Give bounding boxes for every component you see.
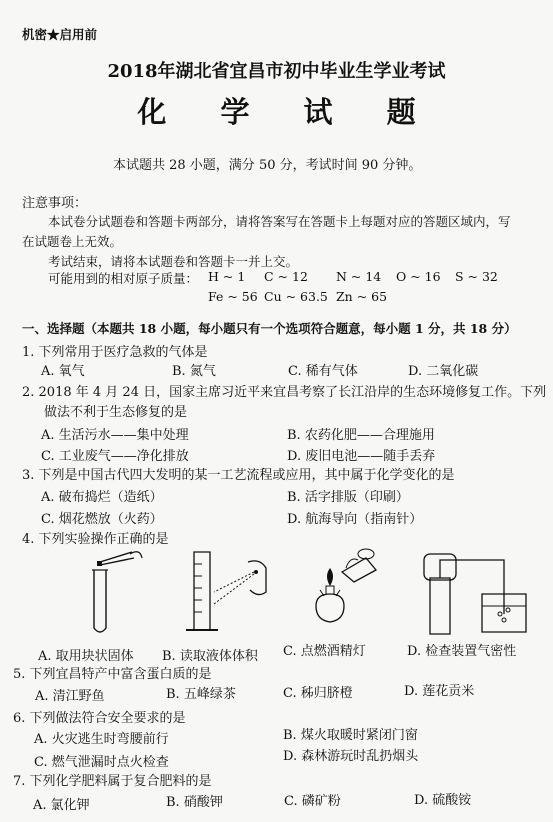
- q5-option-a: A. 清江野鱼: [35, 689, 105, 704]
- mass-h: H ~ 1: [208, 269, 246, 284]
- notes-line-1: 本试卷分试题卷和答题卡两部分，请将答案写在答题卡上每题对应的答题区域内，写: [48, 214, 511, 229]
- q3-option-c: C. 烟花燃放（火药）: [41, 512, 163, 527]
- q2-option-a: A. 生活污水——集中处理: [41, 428, 189, 443]
- q5-stem: 5. 下列宜昌特产中富含蛋白质的是: [13, 667, 212, 682]
- q5-option-c: C. 秭归脐橙: [283, 686, 353, 701]
- exam-summary: 本试题共 28 小题，满分 50 分，考试时间 90 分钟。: [113, 158, 422, 173]
- notes-heading: 注意事项：: [22, 196, 88, 211]
- mass-cu: Cu ~ 63.5: [264, 289, 328, 304]
- q1-option-a: A. 氧气: [41, 364, 85, 379]
- q4-option-b: B. 读取液体体积: [162, 649, 258, 664]
- figure-graduated-cylinder: [180, 548, 275, 643]
- q4-option-a: A. 取用块状固体: [38, 649, 134, 664]
- q7-stem: 7. 下列化学肥料属于复合肥料的是: [13, 774, 212, 789]
- mass-o: O ~ 16: [396, 269, 441, 284]
- q1-option-c: C. 稀有气体: [288, 364, 358, 379]
- q3-option-d: D. 航海导向（指南针）: [287, 512, 423, 527]
- q2-stem-line1: 2. 2018 年 4 月 24 日，国家主席习近平来宜昌考察了长江沿岸的生态环境修复工作。下列: [22, 385, 547, 400]
- notes-mass-label: 可能用到的相对原子质量：: [48, 271, 199, 286]
- mass-fe: Fe ~ 56: [208, 289, 258, 304]
- figure-test-tube-solid: [80, 548, 150, 638]
- q6-option-b: B. 煤火取暖时紧闭门窗: [283, 728, 418, 743]
- q7-option-b: B. 硝酸钾: [166, 795, 223, 810]
- subject-title: 化 学 试 题: [137, 95, 438, 129]
- mass-n: N ~ 14: [336, 269, 382, 284]
- q2-stem-line2: 做法不利于生态修复的是: [44, 405, 188, 420]
- q3-option-b: B. 活字排版（印刷）: [287, 490, 409, 505]
- q7-option-d: D. 硫酸铵: [414, 793, 472, 808]
- q5-option-d: D. 莲花贡米: [404, 684, 475, 699]
- q1-stem: 1. 下列常用于医疗急救的气体是: [22, 345, 208, 360]
- q7-option-a: A. 氯化钾: [33, 798, 90, 813]
- q7-option-c: C. 磷矿粉: [284, 794, 341, 809]
- q1-option-b: B. 氮气: [172, 364, 216, 379]
- q4-option-c: C. 点燃酒精灯: [283, 644, 366, 659]
- figure-airtightness-check: [412, 548, 532, 643]
- notes-line-2: 在试题卷上无效。: [22, 234, 123, 249]
- q6-option-d: D. 森林游玩时乱扔烟头: [283, 749, 419, 764]
- q4-option-d: D. 检查装置气密性: [407, 644, 517, 659]
- q1-option-d: D. 二氧化碳: [408, 364, 479, 379]
- mass-zn: Zn ~ 65: [336, 289, 388, 304]
- notes-line-3: 考试结束，请将本试题卷和答题卡一并上交。: [48, 254, 299, 269]
- confidential-mark: 机密★启用前: [22, 27, 98, 42]
- q2-option-b: B. 农药化肥——合理施用: [287, 428, 435, 443]
- figure-alcohol-lamp: [296, 546, 386, 641]
- q5-option-b: B. 五峰绿茶: [166, 687, 236, 702]
- q2-option-d: D. 废旧电池——随手丢弃: [287, 449, 436, 464]
- q3-stem: 3. 下列是中国古代四大发明的某一工艺流程或应用，其中属于化学变化的是: [22, 468, 455, 483]
- q6-option-a: A. 火灾逃生时弯腰前行: [34, 732, 169, 747]
- exam-title: 2018年湖北省宜昌市初中毕业生学业考试: [107, 61, 446, 82]
- q2-option-c: C. 工业废气——净化排放: [41, 449, 189, 464]
- q6-stem: 6. 下列做法符合安全要求的是: [13, 711, 186, 726]
- section-heading: 一、选择题（本题共 18 小题，每小题只有一个选项符合题意，每小题 1 分，共 18 分）: [22, 321, 517, 336]
- q3-option-a: A. 破布捣烂（造纸）: [41, 490, 163, 505]
- mass-s: S ~ 32: [455, 269, 498, 284]
- q4-stem: 4. 下列实验操作正确的是: [22, 532, 169, 547]
- q6-option-c: C. 燃气泄漏时点火检查: [34, 755, 169, 770]
- mass-c: C ~ 12: [264, 269, 308, 284]
